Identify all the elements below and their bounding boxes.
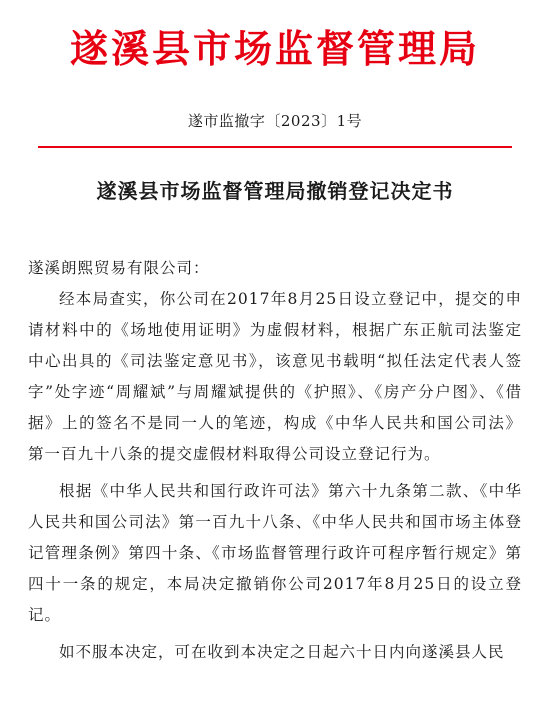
paragraph-legal-basis: 根据《中华人民共和国行政许可法》第六十九条第二款、《中华人民共和国公司法》第一百九十八条、《中华人民共和国市场主体登记管理条例》第四十条、《市场监督管理行政许可程序暂行规定》第四十一条的规定，本局决定撤销你公司2017年8月25日的设立登记。 (28, 482, 522, 624)
salutation: 遂溪朗熙贸易有限公司： (28, 259, 210, 277)
issuing-authority-masthead: 遂溪县市场监督管理局 (69, 27, 480, 71)
document-number: 遂市监撤字〔2023〕1号 (187, 112, 363, 130)
red-divider-line (38, 146, 512, 148)
paragraph-appeal-notice: 如不服本决定，可在收到本决定之日起六十日内向遂溪县人民 (59, 643, 505, 661)
paragraph-findings: 经本局查实，你公司在2017年8月25日设立登记中，提交的申请材料中的《场地使用证明》为虚假材料，根据广东正航司法鉴定中心出具的《司法鉴定意见书》，该意见书载明“拟任法定代表人签字”处字迹“周耀斌”与周耀斌提供的《护照》、《房产分户图》、《借据》上的签名不是同一人的笔迹，构成《中华人民共和国公司法》第一百九十八条的提交虚假材料取得公司设立登记行为。 (28, 290, 522, 463)
document-body (28, 253, 522, 668)
document-title: 遂溪县市场监督管理局撤销登记决定书 (96, 179, 454, 203)
